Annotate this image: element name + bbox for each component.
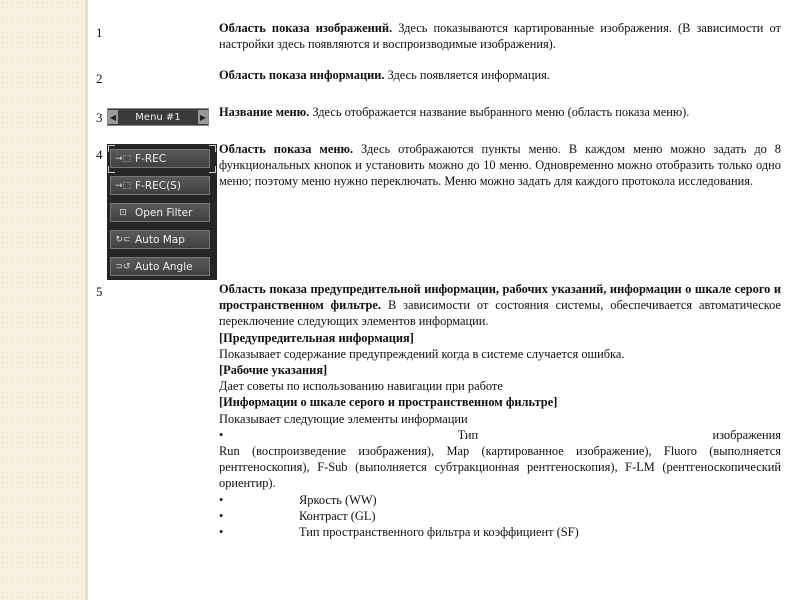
row-body: Здесь показываются картированные изображения. (В зависимости от настройки здесь появляются и воспроизводимые изображения). <box>219 21 781 52</box>
bullet-icon: • <box>219 492 224 507</box>
list-item <box>219 427 781 443</box>
list-item-text: Контраст (GL) <box>299 508 376 523</box>
auto-angle-button[interactable] <box>110 257 210 276</box>
button-label: F-REC(S) <box>135 179 181 192</box>
row-title: Название меню. <box>219 105 310 119</box>
menu-title: Menu #1 <box>135 111 181 123</box>
section-text: Дает советы по использованию навигации при работе <box>219 379 503 394</box>
button-label: Auto Angle <box>135 260 193 273</box>
frecs-icon: →⬚ <box>114 180 132 191</box>
button-label: Auto Map <box>135 233 185 246</box>
row-body: В зависимости от состояния системы, обеспечивается автоматическое переключение следующих элементов информации. <box>219 298 781 329</box>
row-body: Здесь появляется информация. <box>387 68 550 82</box>
list-item-detail: Run (воспроизведение изображения), Map (картированное изображение), Fluoro (выполняется рентгеноскопия), F-Sub (выполняется субтракционная рентгеноскопия), F-LM (рентгеноскопический ориентир). <box>219 444 781 491</box>
row-number: 1 <box>96 25 103 40</box>
open-filter-button[interactable] <box>110 203 210 222</box>
menu-panel <box>107 144 217 280</box>
row-title: Область показа меню. <box>219 142 354 156</box>
bullet-icon: • <box>219 427 224 442</box>
triangle-right-icon[interactable]: ▶ <box>198 110 208 124</box>
auto-angle-icon: ⊃↺ <box>115 261 131 272</box>
row-number: 5 <box>96 284 103 299</box>
row-title: Область показа предупредительной информации, рабочих указаний, информации о шкале серого и пространственном фильтре. <box>219 282 781 313</box>
row-text <box>219 104 781 120</box>
row-text <box>219 141 781 190</box>
frec-icon: →⬚ <box>114 153 132 164</box>
list-item-text: Тип пространственного фильтра и коэффициент (SF) <box>299 525 579 540</box>
corner-bracket-icon <box>209 166 216 173</box>
section-heading: [Рабочие указания] <box>219 363 328 378</box>
row-number: 4 <box>96 147 103 162</box>
list-item <box>219 508 781 524</box>
list-item <box>219 492 781 508</box>
triangle-left-icon[interactable]: ◀ <box>108 110 118 124</box>
button-label: Open Filter <box>135 206 193 219</box>
open-filter-icon: ⊡ <box>119 207 127 218</box>
section-heading: [Предупредительная информация] <box>219 330 414 345</box>
row-body: Здесь отображаются пункты меню. В каждом меню можно задать до 8 функциональных кнопок и установить можно до 10 меню. Одновременно можно отобразить только одно меню; поэтому меню нужно переключать. Меню можно задать для каждого протокола исследования. <box>219 142 781 189</box>
row-number: 2 <box>96 71 103 86</box>
menu-name-bar <box>107 108 209 126</box>
row-title: Область показа информации. <box>219 68 385 82</box>
decorative-margin <box>0 0 88 600</box>
list-item <box>219 524 781 540</box>
button-label: F-REC <box>135 152 167 165</box>
auto-map-icon: ↻⊂ <box>115 234 131 245</box>
list-item-text: Яркость (WW) <box>299 492 377 507</box>
row-body: Здесь отображается название выбранного меню (область показа меню). <box>312 105 690 119</box>
list-item-text: изображения <box>712 427 781 442</box>
frecs-button[interactable] <box>110 176 210 195</box>
bullet-icon: • <box>219 508 224 523</box>
bullet-icon: • <box>219 525 224 540</box>
corner-bracket-icon <box>209 145 216 152</box>
frec-button[interactable] <box>110 149 210 168</box>
section-text: Показывает содержание предупреждений когда в системе случается ошибка. <box>219 346 625 361</box>
row-text <box>219 20 781 52</box>
section-heading: [Информации о шкале серого и пространственном фильтре] <box>219 395 558 410</box>
row-text <box>219 281 781 540</box>
row-number: 3 <box>96 110 103 125</box>
row-title: Область показа изображений. <box>219 21 393 35</box>
section-text: Показывает следующие элементы информации <box>219 411 468 426</box>
auto-map-button[interactable] <box>110 230 210 249</box>
list-item-text: Тип <box>457 427 479 442</box>
row-text <box>219 67 781 83</box>
